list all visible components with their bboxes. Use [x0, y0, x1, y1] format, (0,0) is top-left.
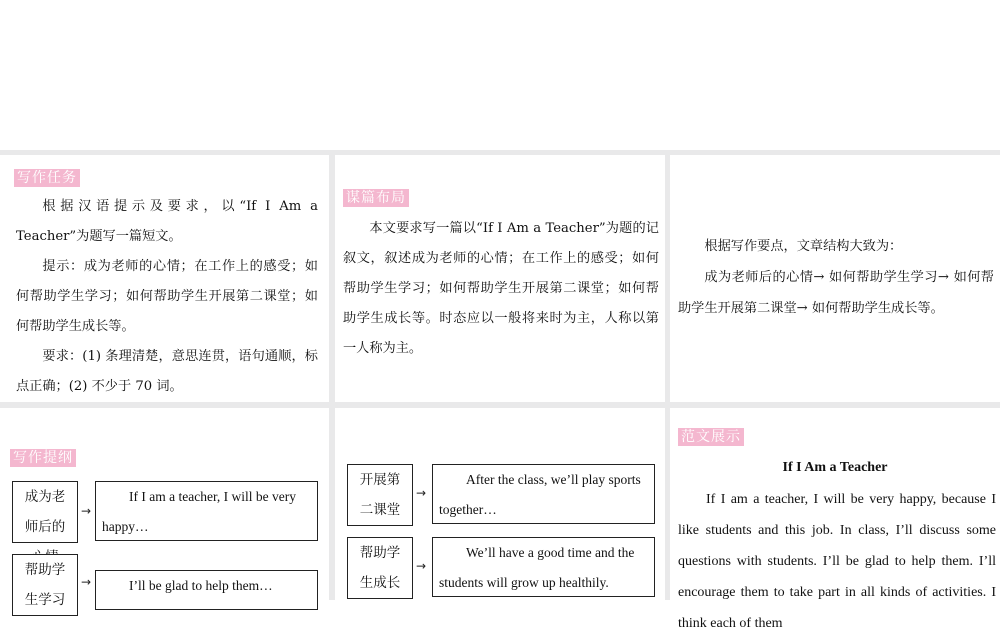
structure-text	[678, 231, 994, 324]
sample-essay-tag: 范文展示	[678, 428, 744, 446]
outline-tag: 写作提纲	[10, 449, 76, 467]
essay-body: If I am a teacher, I will be very happy, because I like students and this job. In class, I’ll discuss some questions with students. I’ll be glad to help them. I’ll encourage them to take part in all kinds of activities. I think each of them	[678, 492, 996, 631]
essay-title: If I Am a Teacher	[782, 460, 888, 475]
arrow-icon: →	[81, 504, 92, 518]
outline-row-4-label: 帮助学生成长	[347, 537, 413, 599]
outline-row-3-text: After the class, we’ll play sports together…	[432, 464, 655, 524]
outline-row-1-label: 成为老师后的	[12, 481, 78, 543]
writing-task-text	[16, 192, 318, 402]
structure-panel	[670, 155, 1000, 402]
writing-task-panel	[0, 155, 329, 402]
task-paragraph-2: 提示：成为老师的心情；在工作上的感受；如何帮助学生学习；如何帮助学生开展第二课堂；如何帮助学生成长等。	[16, 259, 318, 334]
outline-row-4-text: We’ll have a good time and the students will grow up healthily.	[432, 537, 655, 597]
structure-paragraph-1: 根据写作要点，文章结构大致为：	[704, 239, 903, 254]
outline-panel	[0, 408, 329, 608]
layout-panel	[335, 155, 665, 402]
outline-row-3-label: 开展第二课堂	[347, 464, 413, 526]
layout-paragraph: 本文要求写一篇以“If I Am a Teacher”为题的记叙文，叙述成为老师的心情；在工作上的感受；如何帮助学生学习；如何帮助学生开展第二课堂；如何帮助学生成长等。时态应以一般将来时为主，人称以第一人称为主。	[343, 221, 659, 356]
layout-tag: 谋篇布局	[343, 189, 409, 207]
sample-essay-panel	[670, 408, 1000, 631]
outline-row-1-text: If I am a teacher, I will be very happy…	[95, 481, 318, 541]
writing-task-tag: 写作任务	[14, 169, 80, 187]
task-paragraph-1: 根据汉语提示及要求，以“If I Am a Teacher”为题写一篇短文。	[16, 199, 318, 244]
arrow-icon: →	[416, 486, 427, 500]
outline-row-2-text: I’ll be glad to help them…	[95, 570, 318, 610]
task-paragraph-3: 要求：(1) 条理清楚，意思连贯，语句通顺，标点正确；(2) 不少于 70 词。	[16, 349, 318, 394]
outline-continued-panel	[335, 408, 665, 600]
structure-paragraph-2: 成为老师后的心情→ 如何帮助学生学习→ 如何帮助学生开展第二课堂→ 如何帮助学生成长等。	[678, 270, 994, 316]
layout-text	[343, 214, 659, 364]
arrow-icon: →	[416, 559, 427, 573]
outline-row-2-label: 帮助学生学习	[12, 554, 78, 616]
arrow-icon: →	[81, 575, 92, 589]
